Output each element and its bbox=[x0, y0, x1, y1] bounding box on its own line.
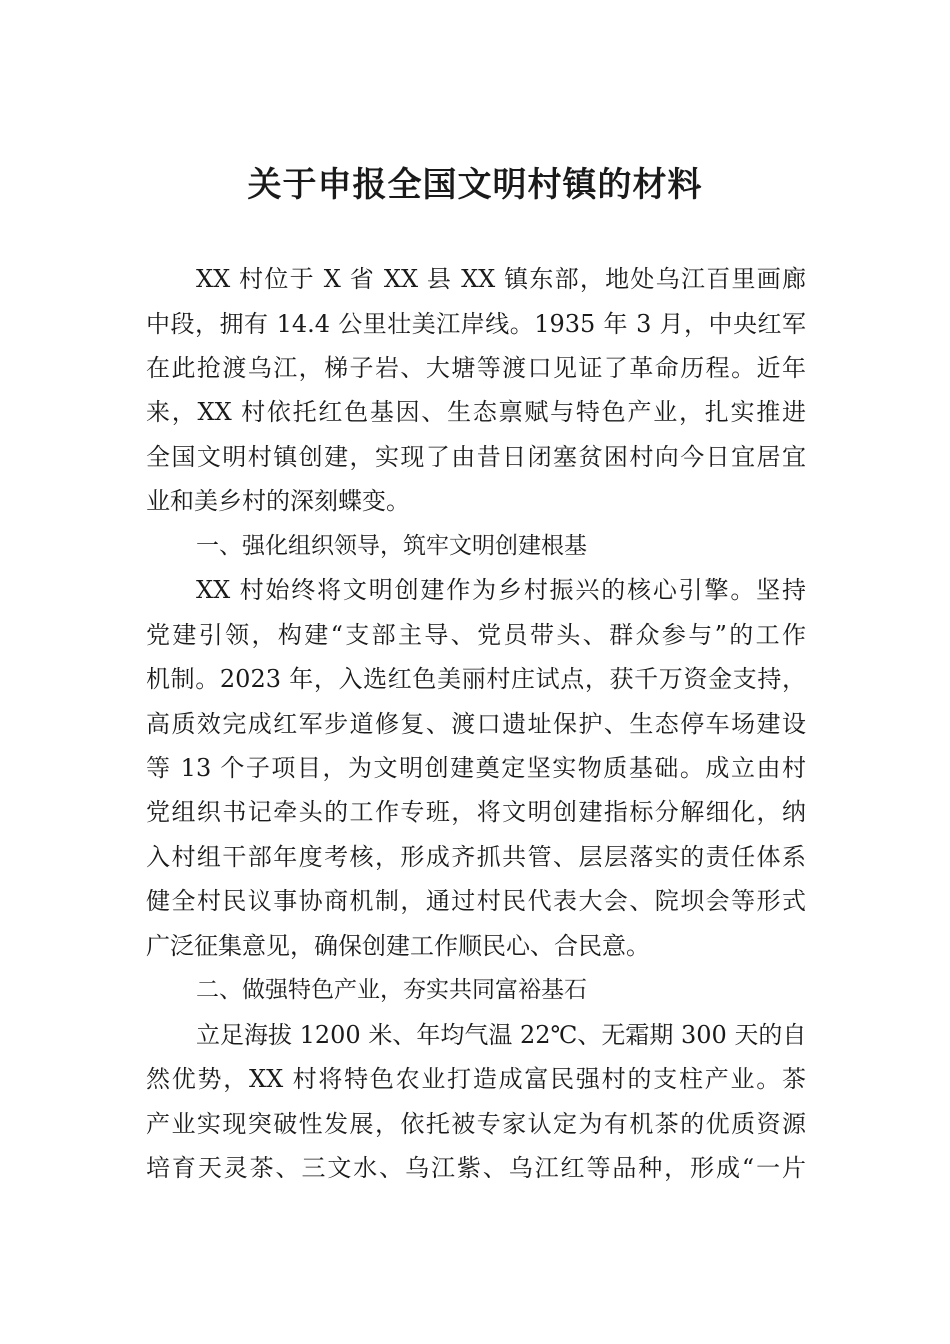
section-1-line-2: 党建引领，构建“支部主导、党员带头、群众参与”的工作 bbox=[146, 621, 806, 649]
section-1-line-7: 入村组干部年度考核，形成齐抓共管、层层落实的责任体系 bbox=[146, 843, 806, 871]
section-2-line-1: 立足海拔 1200 米、年均气温 22℃、无霜期 300 天的自 bbox=[196, 1021, 807, 1049]
section-1-line-9: 广泛征集意见，确保创建工作顺民心、合民意。 bbox=[146, 932, 650, 960]
section-1-line-3: 机制。2023 年，入选红色美丽村庄试点，获千万资金支持， bbox=[146, 665, 806, 693]
section-1-heading: 一、强化组织领导，筑牢文明创建根基 bbox=[196, 533, 587, 559]
section-2-line-4: 培育天灵茶、三文水、乌江紫、乌江红等品种，形成“一片 bbox=[146, 1154, 806, 1182]
intro-line-5: 全国文明村镇创建，实现了由昔日闭塞贫困村向今日宜居宜 bbox=[146, 443, 806, 471]
document-title: 关于申报全国文明村镇的材料 bbox=[247, 165, 703, 205]
section-1-line-4: 高质效完成红军步道修复、渡口遗址保护、生态停车场建设 bbox=[146, 710, 806, 738]
intro-line-2: 中段，拥有 14.4 公里壮美江岸线。1935 年 3 月，中央红军 bbox=[146, 310, 806, 338]
intro-line-6: 业和美乡村的深刻蝶变。 bbox=[146, 487, 410, 515]
intro-line-4: 来，XX 村依托红色基因、生态禀赋与特色产业，扎实推进 bbox=[146, 398, 806, 426]
section-2-line-2: 然优势，XX 村将特色农业打造成富民强村的支柱产业。茶 bbox=[146, 1065, 806, 1093]
intro-line-1: XX 村位于 X 省 XX 县 XX 镇东部，地处乌江百里画廊 bbox=[196, 265, 806, 293]
section-1-line-8: 健全村民议事协商机制，通过村民代表大会、院坝会等形式 bbox=[146, 887, 806, 915]
intro-line-3: 在此抢渡乌江，梯子岩、大塘等渡口见证了革命历程。近年 bbox=[146, 354, 806, 382]
section-1-line-1: XX 村始终将文明创建作为乡村振兴的核心引擎。坚持 bbox=[196, 576, 806, 604]
section-1-line-5: 等 13 个子项目，为文明创建奠定坚实物质基础。成立由村 bbox=[146, 754, 806, 782]
section-2-heading: 二、做强特色产业，夯实共同富裕基石 bbox=[196, 977, 587, 1003]
section-2-line-3: 产业实现突破性发展，依托被专家认定为有机茶的优质资源 bbox=[146, 1110, 806, 1138]
section-1-line-6: 党组织书记牵头的工作专班，将文明创建指标分解细化，纳 bbox=[146, 798, 806, 826]
